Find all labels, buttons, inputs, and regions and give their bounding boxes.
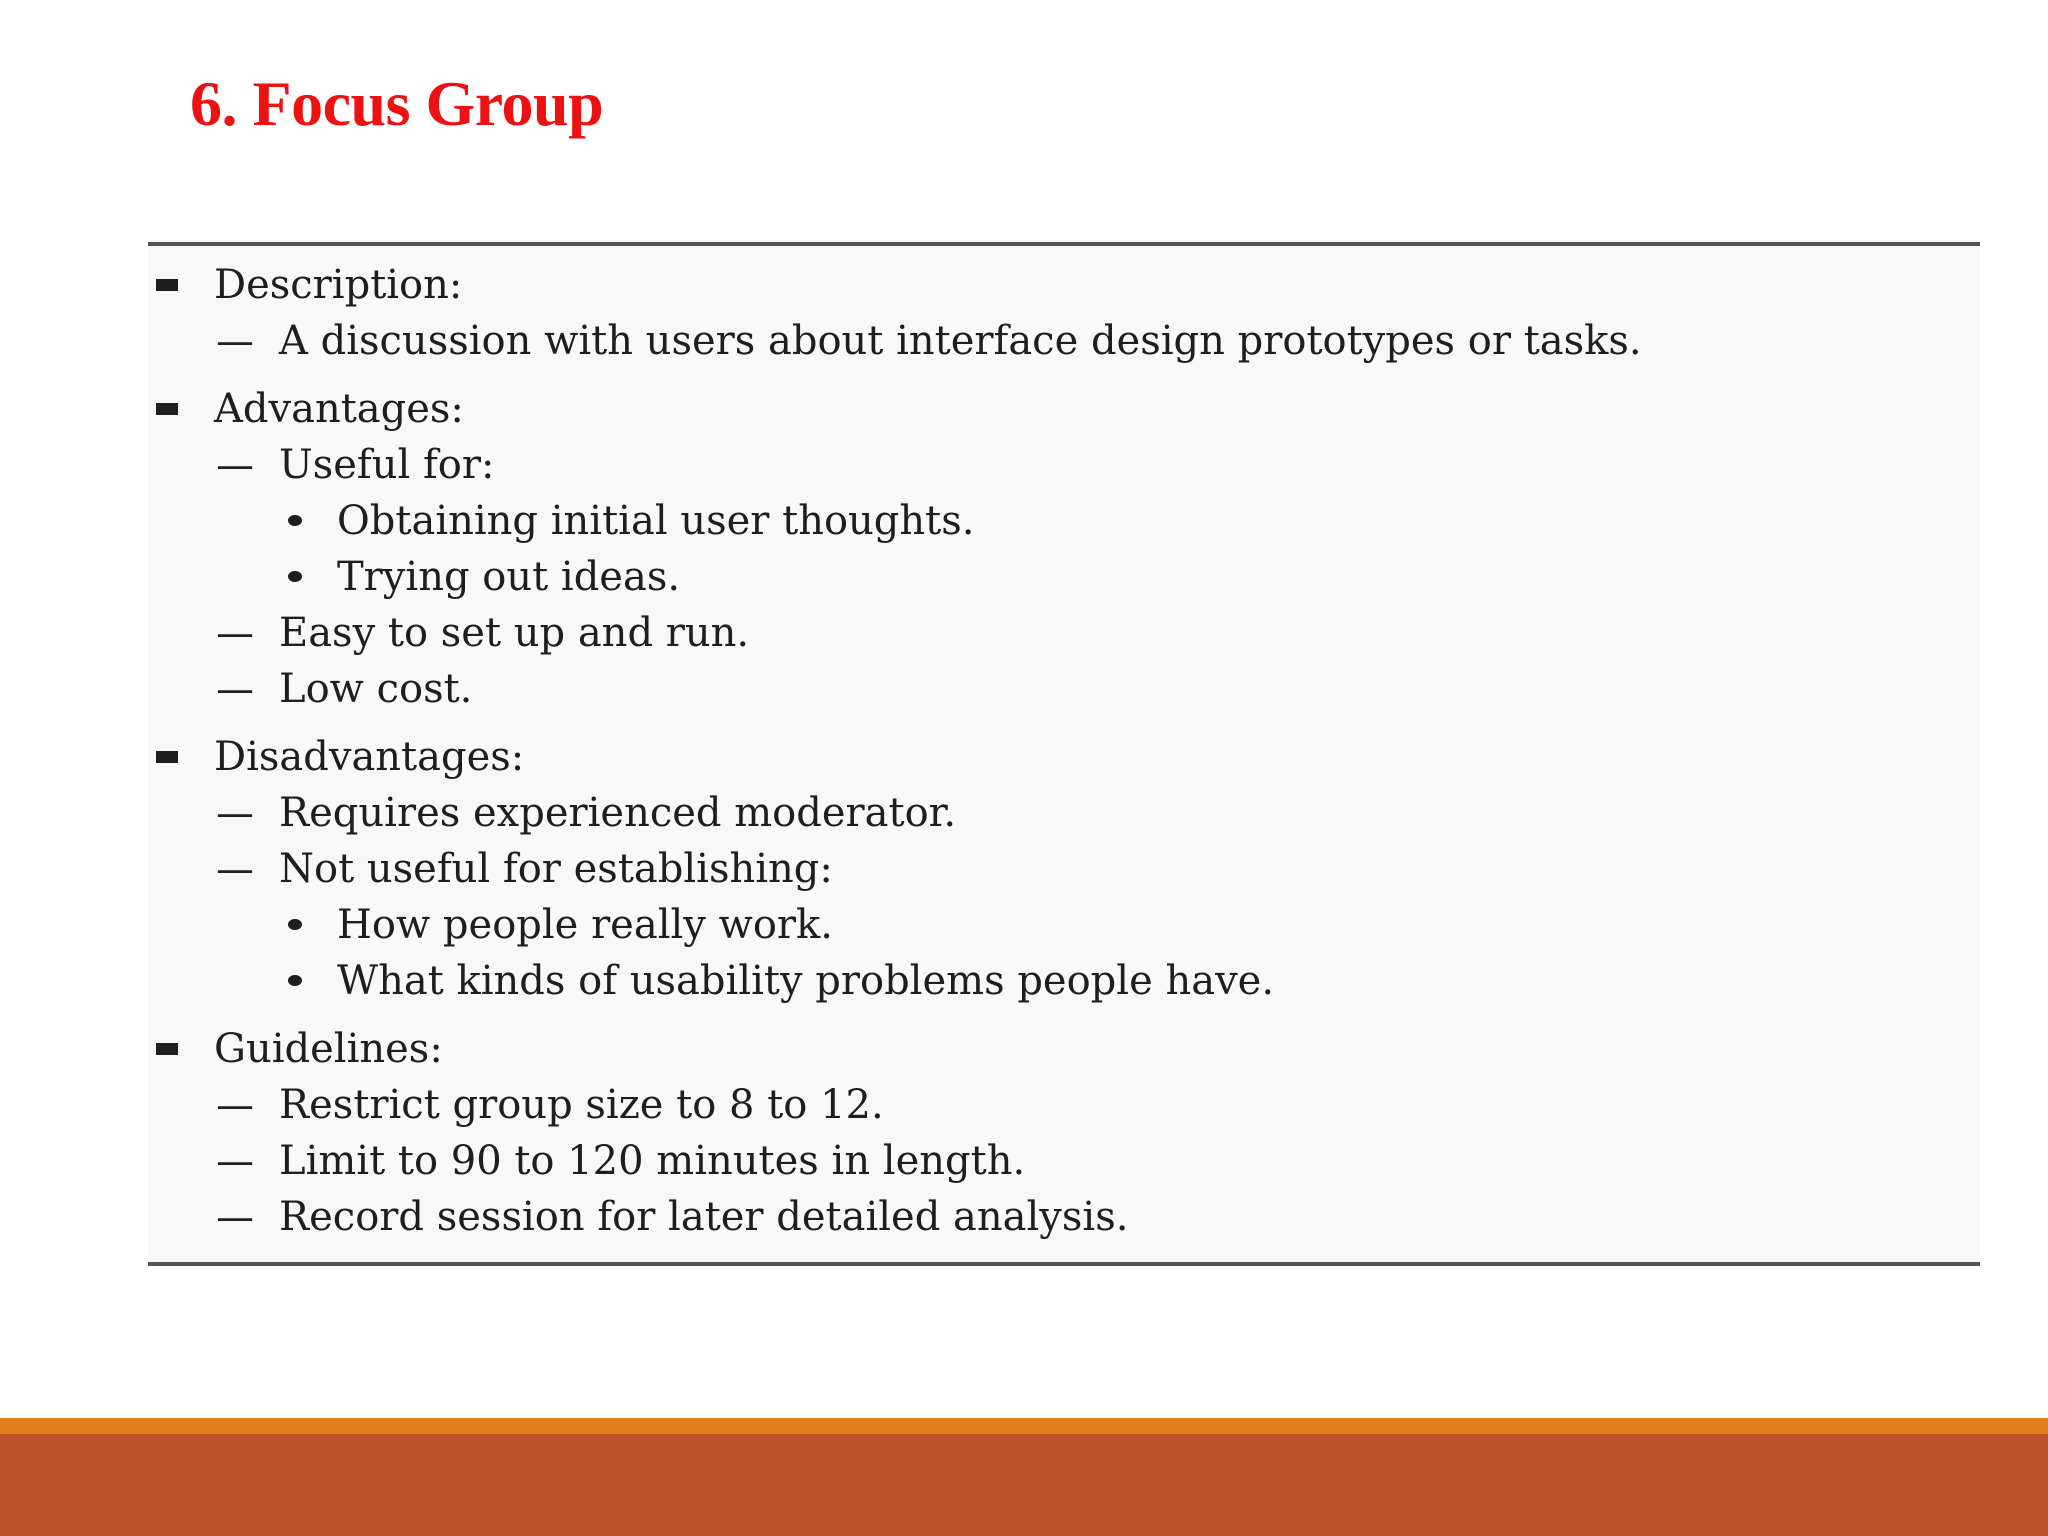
sub-list-item	[150, 493, 1970, 549]
list-item-text: Limit to 90 to 120 minutes in length.	[279, 1138, 1026, 1184]
list-item	[150, 841, 1970, 897]
square-bullet-icon	[156, 403, 178, 415]
em-dash-icon: —	[216, 847, 254, 891]
list-item-text: Not useful for establishing:	[279, 846, 833, 892]
sub-list-item	[150, 953, 1970, 1009]
section-heading: Guidelines:	[214, 1026, 443, 1072]
bottom-rule	[148, 1262, 1980, 1266]
section-disadvantages	[150, 729, 1970, 785]
list-item	[150, 605, 1970, 661]
section-heading: Disadvantages:	[214, 734, 525, 780]
sub-list-item-text: Trying out ideas.	[337, 554, 681, 600]
dot-bullet-icon	[288, 571, 302, 582]
em-dash-icon: —	[216, 1195, 254, 1239]
list-item	[150, 1189, 1970, 1245]
top-rule	[148, 242, 1980, 246]
section-advantages	[150, 381, 1970, 437]
em-dash-icon: —	[216, 667, 254, 711]
slide-title: 6. Focus Group	[190, 68, 604, 139]
sub-list-item-text: What kinds of usability problems people have.	[337, 958, 1275, 1004]
list-item-text: Easy to set up and run.	[279, 610, 750, 656]
list-item	[150, 437, 1970, 493]
square-bullet-icon	[156, 751, 178, 763]
list-item	[150, 313, 1970, 369]
list-item	[150, 661, 1970, 717]
list-item-text: Useful for:	[279, 442, 495, 488]
square-bullet-icon	[156, 1043, 178, 1055]
outline-list	[150, 257, 1970, 1245]
section-heading: Description:	[214, 262, 463, 308]
list-item-text: Restrict group size to 8 to 12.	[279, 1082, 884, 1128]
list-item-text: Requires experienced moderator.	[279, 790, 957, 836]
section-guidelines	[150, 1021, 1970, 1077]
square-bullet-icon	[156, 279, 178, 291]
list-item-text: A discussion with users about interface design prototypes or tasks.	[279, 318, 1642, 364]
sub-list-item-text: How people really work.	[337, 902, 833, 948]
em-dash-icon: —	[216, 1083, 254, 1127]
list-item-text: Low cost.	[279, 666, 473, 712]
list-item	[150, 1133, 1970, 1189]
em-dash-icon: —	[216, 611, 254, 655]
sub-list-item-text: Obtaining initial user thoughts.	[337, 498, 975, 544]
footer-band	[0, 1434, 2048, 1536]
footer-accent-stripe	[0, 1418, 2048, 1434]
list-item	[150, 785, 1970, 841]
section-description	[150, 257, 1970, 313]
em-dash-icon: —	[216, 319, 254, 363]
em-dash-icon: —	[216, 1139, 254, 1183]
section-heading: Advantages:	[214, 386, 464, 432]
dot-bullet-icon	[288, 515, 302, 526]
dot-bullet-icon	[288, 975, 302, 986]
list-item-text: Record session for later detailed analysis.	[279, 1194, 1129, 1240]
sub-list-item	[150, 549, 1970, 605]
em-dash-icon: —	[216, 791, 254, 835]
sub-list-item	[150, 897, 1970, 953]
list-item	[150, 1077, 1970, 1133]
dot-bullet-icon	[288, 919, 302, 930]
em-dash-icon: —	[216, 443, 254, 487]
